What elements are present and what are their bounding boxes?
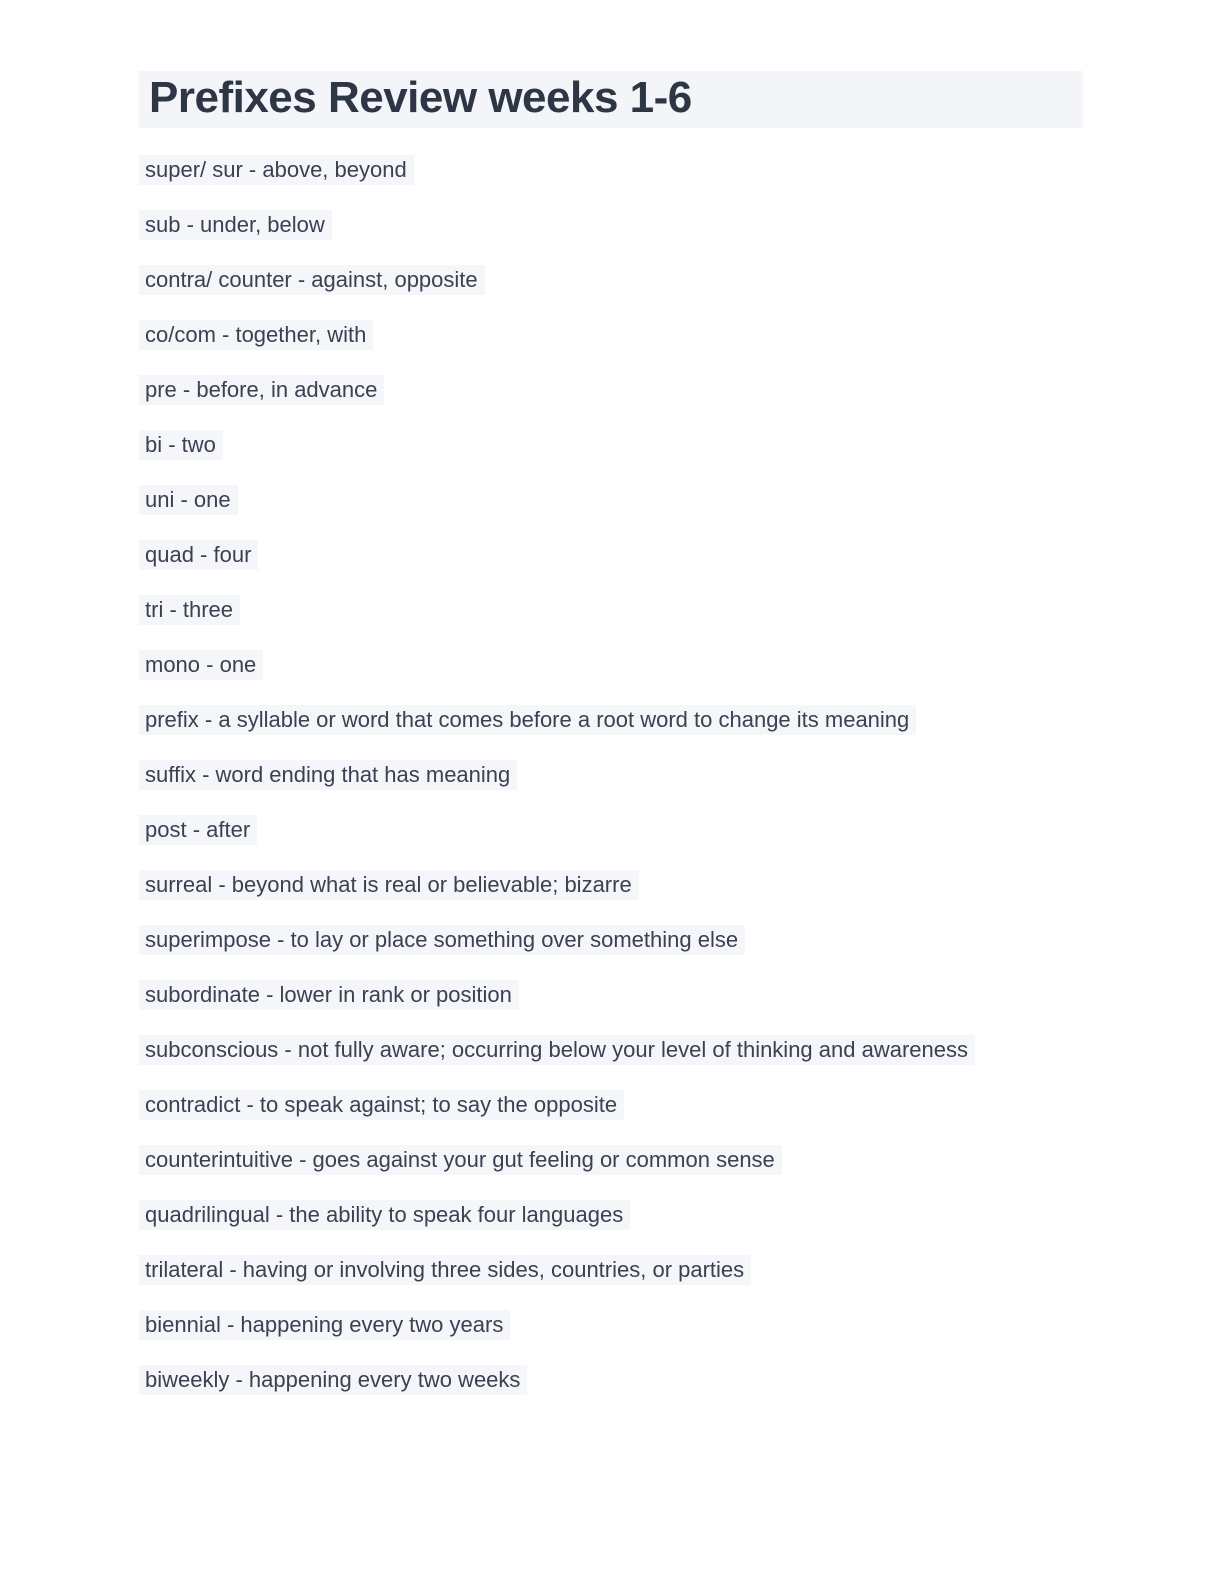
- page-title: Prefixes Review weeks 1-6: [139, 71, 1083, 128]
- definition-line: [139, 374, 1199, 405]
- definition-text: biweekly - happening every two weeks: [139, 1365, 527, 1395]
- definition-line: [139, 1254, 1199, 1285]
- definition-line: [139, 594, 1199, 625]
- definition-list: [139, 154, 1224, 1395]
- definition-text: post - after: [139, 815, 257, 845]
- definition-text: contra/ counter - against, opposite: [139, 265, 485, 295]
- definition-line: [139, 154, 1199, 185]
- definition-text: tri - three: [139, 595, 240, 625]
- definition-text: suffix - word ending that has meaning: [139, 760, 517, 790]
- definition-text: co/com - together, with: [139, 320, 373, 350]
- definition-line: [139, 429, 1199, 460]
- definition-text: biennial - happening every two years: [139, 1310, 510, 1340]
- definition-text: mono - one: [139, 650, 263, 680]
- definition-line: [139, 484, 1199, 515]
- definition-line: [139, 869, 1199, 900]
- definition-text: pre - before, in advance: [139, 375, 384, 405]
- definition-text: contradict - to speak against; to say the opposite: [139, 1090, 624, 1120]
- definition-line: [139, 814, 1199, 845]
- definition-text: quadrilingual - the ability to speak four languages: [139, 1200, 630, 1230]
- definition-line: [139, 1034, 1199, 1065]
- definition-text: surreal - beyond what is real or believable; bizarre: [139, 870, 639, 900]
- definition-line: [139, 979, 1199, 1010]
- definition-line: [139, 539, 1199, 570]
- definition-text: subordinate - lower in rank or position: [139, 980, 519, 1010]
- definition-line: [139, 704, 1199, 735]
- definition-line: [139, 1199, 1199, 1230]
- definition-line: [139, 1089, 1199, 1120]
- definition-text: prefix - a syllable or word that comes before a root word to change its meaning: [139, 705, 916, 735]
- definition-text: trilateral - having or involving three sides, countries, or parties: [139, 1255, 751, 1285]
- definition-text: counterintuitive - goes against your gut feeling or common sense: [139, 1145, 782, 1175]
- definition-line: [139, 1144, 1199, 1175]
- definition-line: [139, 1309, 1199, 1340]
- definition-text: sub - under, below: [139, 210, 332, 240]
- definition-line: [139, 319, 1199, 350]
- definition-text: super/ sur - above, beyond: [139, 155, 414, 185]
- definition-line: [139, 264, 1199, 295]
- definition-text: subconscious - not fully aware; occurring below your level of thinking and awareness: [139, 1035, 975, 1065]
- definition-line: [139, 1364, 1199, 1395]
- definition-line: [139, 924, 1199, 955]
- definition-line: [139, 759, 1199, 790]
- definition-text: quad - four: [139, 540, 258, 570]
- definition-text: bi - two: [139, 430, 223, 460]
- definition-line: [139, 209, 1199, 240]
- definition-text: superimpose - to lay or place something over something else: [139, 925, 745, 955]
- definition-text: uni - one: [139, 485, 238, 515]
- definition-line: [139, 649, 1199, 680]
